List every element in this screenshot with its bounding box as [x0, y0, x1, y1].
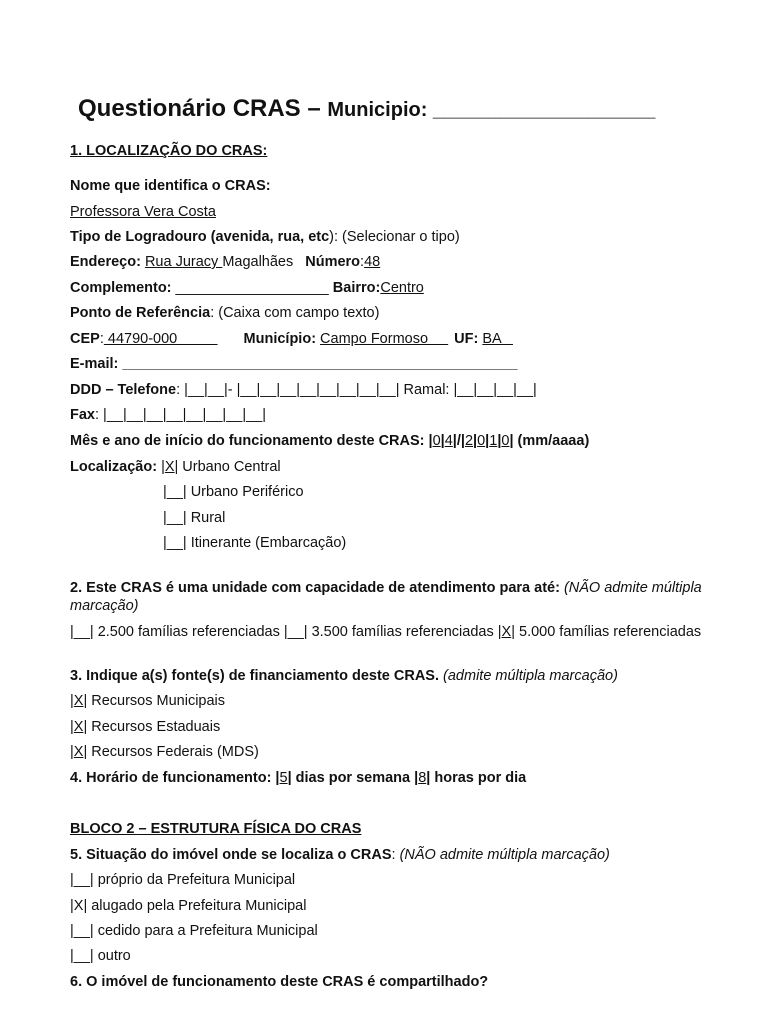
numero-colon: :	[360, 254, 365, 270]
localizacao-option-rural: |__| Rural	[163, 510, 226, 526]
inicio-sep: |	[473, 433, 478, 449]
financiamento-label: | Recursos Municipais	[83, 693, 226, 709]
email-row	[70, 355, 518, 373]
telefone-boxes: : |__|__|- |__|__|__|__|__|__|__|__| Ramal: |__|__|__|__|	[176, 382, 537, 398]
imovel-option-outro: |__| outro	[70, 948, 131, 964]
inicio-sep: |	[497, 433, 502, 449]
page-title	[78, 92, 655, 127]
localizacao-row	[70, 458, 281, 476]
question-3-text: 3. Indique a(s) fonte(s) de financiamento deste CRAS.	[70, 668, 444, 684]
inicio-sep: |	[440, 433, 445, 449]
inicio-digit: 2	[464, 433, 474, 449]
inicio-digit: 0	[432, 433, 441, 449]
localizacao-option-urbano-central: | Urbano Central	[174, 459, 281, 475]
fax-boxes: : |__|__|__|__|__|__|__|__|	[95, 407, 266, 423]
numero-label: Número	[305, 254, 361, 270]
complemento-row	[70, 279, 424, 297]
localizacao-checkbox-open: |	[161, 459, 165, 475]
ponto-hint: : (Caixa com campo texto)	[210, 305, 380, 321]
question-3	[70, 667, 618, 685]
title-main: Questionário CRAS	[78, 95, 301, 122]
tipo-label: Tipo de Logradouro (avenida, rua, etc	[70, 229, 330, 245]
fax-label: Fax	[70, 407, 95, 423]
localizacao-label: Localização:	[70, 459, 162, 475]
question-5-note: (NÃO admite múltipla marcação)	[399, 847, 610, 863]
localizacao-option-urbano-periferico: |__| Urbano Periférico	[163, 484, 304, 500]
numero-value: 48	[364, 254, 381, 270]
question-2-mark: X	[501, 624, 512, 640]
dias-value: 5	[279, 770, 288, 786]
inicio-format: | (mm/aaaa)	[509, 433, 590, 449]
question-2-note: (NÃO admite múltipla marcação)	[70, 580, 702, 614]
inicio-digit: 1	[489, 433, 498, 449]
financiamento-option-federais: |X| Recursos Federais (MDS)	[70, 744, 259, 760]
question-6: 6. O imóvel de funcionamento deste CRAS é compartilhado?	[70, 974, 489, 990]
cep-row	[70, 330, 513, 348]
nome-value: Professora Vera Costa	[70, 204, 216, 220]
bairro-value: Centro	[380, 280, 424, 296]
fax-row	[70, 406, 266, 424]
telefone-row	[70, 381, 537, 399]
complemento-blank: ___________________	[175, 280, 329, 296]
nome-label: Nome que identifica o CRAS:	[70, 178, 271, 194]
imovel-option-cedido: |__| cedido para a Prefeitura Municipal	[70, 923, 318, 939]
question-4	[70, 769, 526, 787]
municipio-value: Campo Formoso	[320, 331, 449, 347]
financiamento-mark: X	[73, 744, 84, 760]
municipio-label: Município:	[243, 331, 321, 347]
inicio-digit: 0	[501, 433, 510, 449]
section-heading-bloco-2: BLOCO 2 – ESTRUTURA FÍSICA DO CRAS	[70, 821, 362, 837]
inicio-label: Mês e ano de início do funcionamento deste CRAS: |	[70, 433, 433, 449]
question-2	[70, 579, 710, 615]
ponto-label: Ponto de Referência	[70, 305, 211, 321]
imovel-option-proprio: |__| próprio da Prefeitura Municipal	[70, 872, 296, 888]
question-5-text: 5. Situação do imóvel onde se localiza o CRAS	[70, 847, 392, 863]
question-2-options-b: | 5.000 famílias referenciadas	[511, 624, 702, 640]
question-4-dias-label: | dias por semana |	[287, 770, 419, 786]
endereco-value-rest: Magalhães	[222, 254, 294, 270]
ponto-referencia-row	[70, 304, 379, 322]
financiamento-mark: X	[73, 719, 84, 735]
bairro-label: Bairro:	[328, 280, 381, 296]
telefone-label: DDD – Telefone	[70, 382, 177, 398]
question-5-colon: :	[391, 847, 400, 863]
inicio-digit: 0	[477, 433, 486, 449]
financiamento-option-estaduais: |X| Recursos Estaduais	[70, 719, 221, 735]
localizacao-option-itinerante: |__| Itinerante (Embarcação)	[163, 535, 347, 551]
endereco-label: Endereço:	[70, 254, 145, 270]
endereco-value: Rua Juracy	[144, 254, 223, 270]
cep-colon: :	[99, 331, 104, 347]
question-3-note: (admite múltipla marcação)	[443, 668, 618, 684]
title-dash: –	[300, 95, 328, 122]
financiamento-mark: X	[73, 693, 84, 709]
financiamento-option-municipais: |X| Recursos Municipais	[70, 693, 226, 709]
imovel-option-alugado: |X| alugado pela Prefeitura Municipal	[70, 898, 307, 914]
localizacao-checkbox-mark: X	[164, 459, 175, 475]
question-5	[70, 846, 610, 864]
tipo-hint: ): (Selecionar o tipo)	[329, 229, 460, 245]
section-heading-localizacao: 1. LOCALIZAÇÃO DO CRAS:	[70, 143, 268, 159]
email-blank: _________________________________________________	[122, 356, 518, 372]
cep-label: CEP	[70, 331, 100, 347]
tipo-logradouro-row	[70, 228, 460, 246]
complemento-label: Complemento:	[70, 280, 176, 296]
cep-value: 44790-000	[103, 331, 218, 347]
inicio-sep: |/|	[452, 433, 465, 449]
question-2-text: 2. Este CRAS é uma unidade com capacidade de atendimento para até:	[70, 580, 564, 596]
inicio-digit: 4	[444, 433, 453, 449]
uf-value: BA	[482, 331, 513, 347]
inicio-sep: |	[485, 433, 490, 449]
question-2-options-a: |__| 2.500 famílias referenciadas |__| 3.500 famílias referenciadas |	[70, 624, 502, 640]
title-municipio-field: Municipio: ____________________	[327, 99, 656, 121]
horas-value: 8	[418, 770, 427, 786]
financiamento-label: | Recursos Estaduais	[83, 719, 221, 735]
question-2-options	[70, 623, 710, 641]
question-4-horas-label: | horas por dia	[426, 770, 527, 786]
email-label: E-mail:	[70, 356, 123, 372]
endereco-row	[70, 253, 380, 271]
question-4-text: 4. Horário de funcionamento: |	[70, 770, 280, 786]
uf-label: UF:	[454, 331, 483, 347]
inicio-funcionamento-row	[70, 432, 589, 450]
financiamento-label: | Recursos Federais (MDS)	[83, 744, 259, 760]
